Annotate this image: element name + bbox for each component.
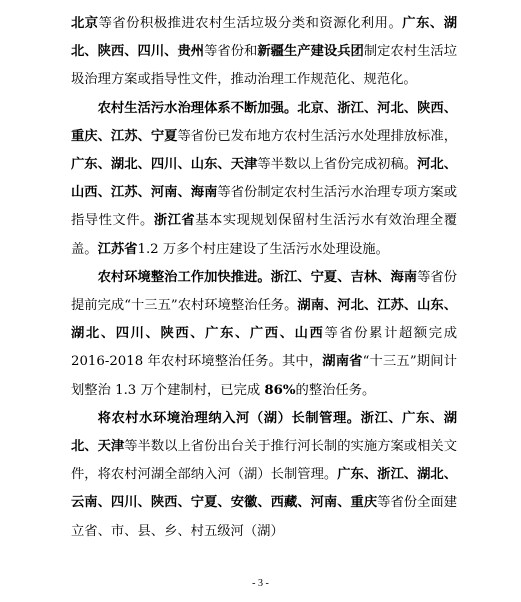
text-run: 基本实现规划保留村生活污水有效治理全覆盖。 [71,213,458,257]
text-run: 等省份和 [204,44,258,60]
text-run: 制定农村生活垃圾治理方案或指导性文件，推动治理工作规范化、规范化。 [71,44,458,88]
bold-text-run: 浙江、广东、湖北、天津 [71,410,458,455]
bold-text-run: 农村生活污水治理体系不断加强。 [97,100,298,116]
text-run: 等省份积极推进农村生活垃圾分类和资源化利用。 [98,16,403,31]
text-run: 等省份全面建立省、市、县、乡、村五级河（湖） [71,495,458,539]
bold-text-run: 浙江、宁夏、吉林、海南 [270,269,418,285]
bold-text-run: 江苏省 [97,241,138,257]
paragraph-1 [71,10,457,95]
bold-text-run: 河北、山西、江苏、河南、海南 [71,157,458,201]
body-text [71,10,457,546]
text-run: 等省份累计超额完成 2016-2018 年农村环境整治任务。其中， [71,326,457,370]
bold-text-run: 农村环境整治工作加快推进。 [97,269,271,285]
bold-text-run: 北京、浙江、河北、陕西、重庆、江苏、宁夏 [71,100,458,144]
bold-text-run: 湖南、河北、江苏、山东、湖北、四川、陕西、广东、广西、山西 [71,298,457,342]
bold-text-run: 广东、湖北、陕西、四川、贵州 [71,16,458,60]
paragraph-3 [71,264,457,405]
bold-text-run: 湖南省 [322,354,363,370]
text-run: 的整治任务。 [295,382,376,398]
paragraph-4 [71,405,457,546]
bold-text-run: 浙江省 [153,213,196,229]
paragraph-2 [71,95,457,264]
bold-text-run: 北京 [71,16,99,31]
bold-text-run: 将农村水环境治理纳入河（湖）长制管理。 [97,410,361,426]
bold-text-run: 新疆生产建设兵团 [257,44,364,60]
text-run: 1.2 万多个村庄建设了生活污水处理设施。 [137,241,389,257]
text-run: 等半数以上省份完成初稿。 [257,157,418,173]
bold-text-run: 广东、浙江、湖北、云南、四川、陕西、宁夏、安徽、西藏、河南、重庆 [71,467,458,511]
text-run: 等省份已发布地方农村生活污水处理排放标准， [177,128,458,144]
text-run: 等省份制定农村生活污水治理专项方案或指导性文件。 [71,185,458,229]
bold-text-run: 86% [264,382,296,398]
text-run: 等省份提前完成“十三五”农村环境整治任务。 [71,269,458,314]
bold-text-run: 广东、湖北、四川、山东、天津 [71,157,258,173]
page-number: - 3 - [252,578,269,589]
text-run: “十三五”期间计划整治 1.3 万个建制村，已完成 [71,354,457,398]
text-run: 等半数以上省份出台关于推行河长制的实施方案或相关文件，将农村河湖全部纳入河（湖）长制管理。 [71,439,458,483]
